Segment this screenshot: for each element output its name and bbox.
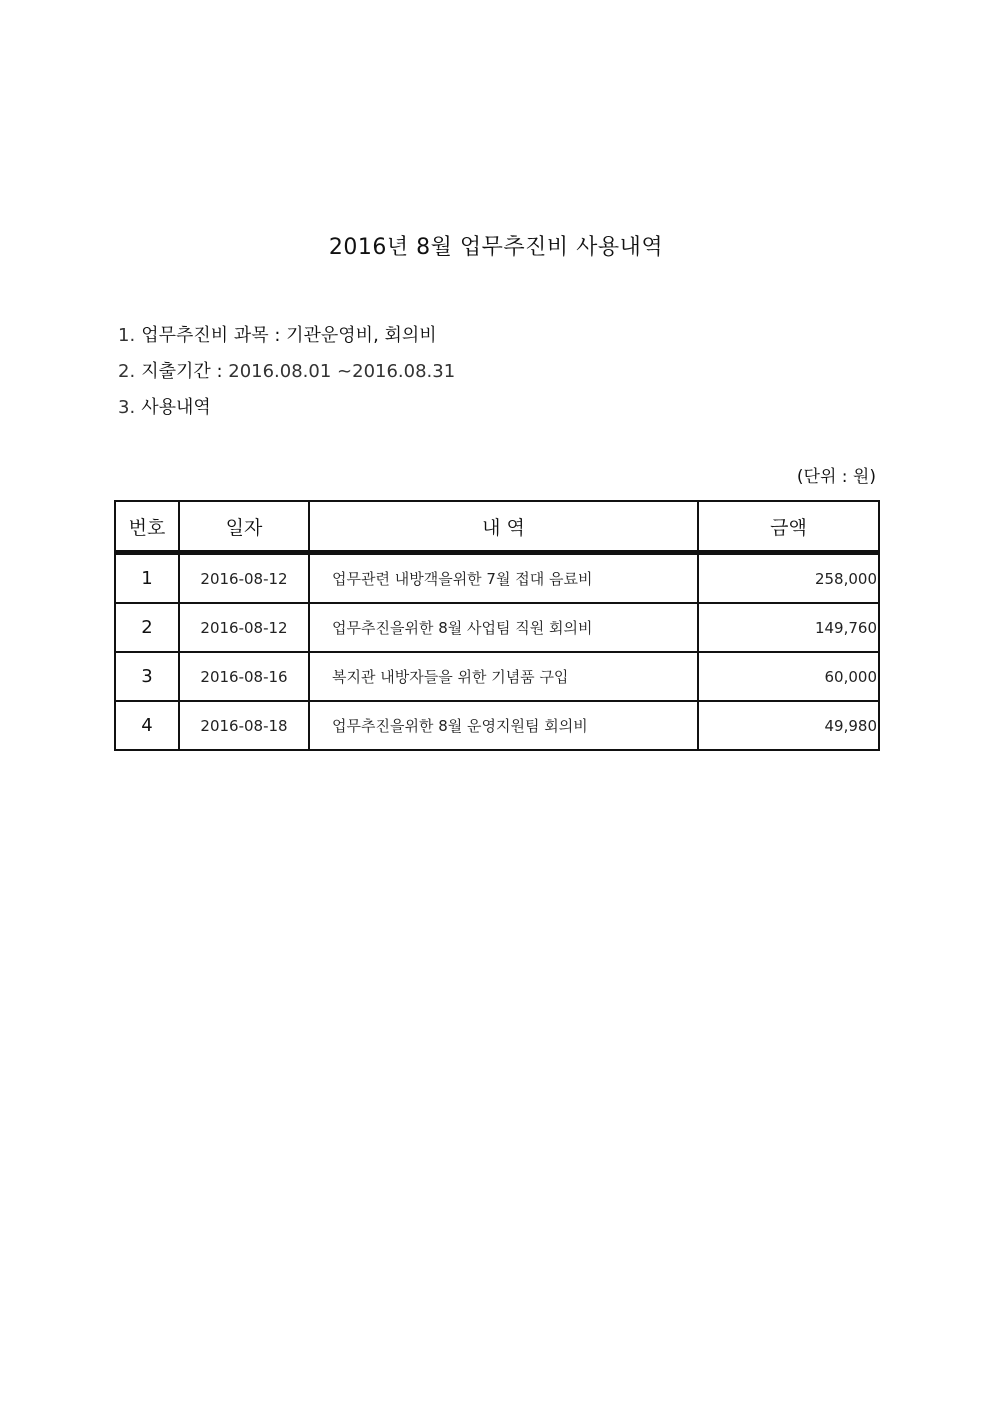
cell-description: 업무추진을위한 8월 운영지원팀 회의비 (309, 701, 698, 750)
info-item-period (118, 354, 455, 390)
table-header-row (115, 501, 879, 553)
cell-date: 2016-08-16 (179, 652, 309, 701)
info-item-label: 사용내역 (141, 397, 211, 418)
cell-description: 업무관련 내방객을위한 7월 접대 음료비 (309, 553, 698, 604)
table-row (115, 701, 879, 750)
cell-date: 2016-08-18 (179, 701, 309, 750)
cell-date: 2016-08-12 (179, 553, 309, 604)
info-item-period-value: 2016.08.01 ~2016.08.31 (228, 361, 456, 382)
cell-number: 4 (115, 701, 179, 750)
info-item-number: 1. (118, 325, 136, 346)
info-item-label: 업무추진비 과목 : 기관운영비, 회의비 (141, 325, 437, 346)
info-item-label: 지출기간 : (141, 361, 229, 382)
table-row (115, 603, 879, 652)
cell-number: 3 (115, 652, 179, 701)
cell-amount: 49,980 (698, 701, 879, 750)
header-amount: 금액 (698, 501, 879, 553)
info-list (118, 318, 455, 426)
info-item-subject (118, 318, 455, 354)
header-number: 번호 (115, 501, 179, 553)
cell-description: 복지관 내방자들을 위한 기념품 구입 (309, 652, 698, 701)
unit-label: (단위 : 원) (796, 467, 876, 487)
info-item-number: 2. (118, 361, 136, 382)
cell-amount: 258,000 (698, 553, 879, 604)
table-row (115, 553, 879, 604)
document-title: 2016년 8월 업무추진비 사용내역 (328, 235, 664, 260)
cell-date: 2016-08-12 (179, 603, 309, 652)
info-item-number: 3. (118, 397, 136, 418)
table-row (115, 652, 879, 701)
header-description: 내 역 (309, 501, 698, 553)
cell-description: 업무추진을위한 8월 사업팀 직원 회의비 (309, 603, 698, 652)
cell-amount: 149,760 (698, 603, 879, 652)
cell-amount: 60,000 (698, 652, 879, 701)
cell-number: 2 (115, 603, 179, 652)
header-date: 일자 (179, 501, 309, 553)
expense-table (114, 500, 880, 751)
info-item-details (118, 390, 455, 426)
cell-number: 1 (115, 553, 179, 604)
